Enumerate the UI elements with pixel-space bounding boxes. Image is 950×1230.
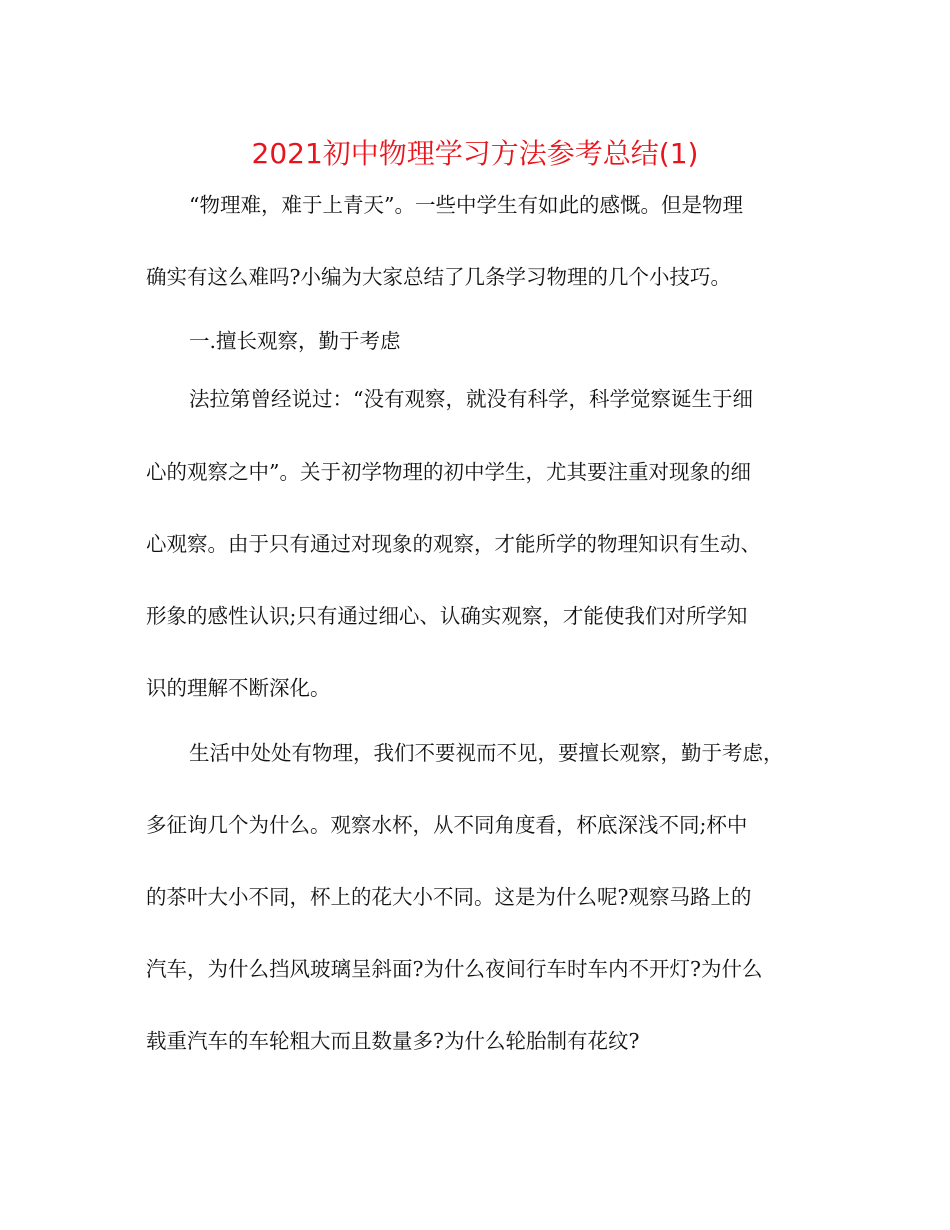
document-title: 2021初中物理学习方法参考总结(1): [251, 137, 699, 170]
paragraph-line-1: “物理难，难于上青天”。一些中学生有如此的感慨。但是物理: [189, 193, 743, 217]
paragraph-line-4: 法拉第曾经说过：“没有观察，就没有科学，科学觉察诞生于细: [189, 387, 753, 411]
paragraph-line-12: 汽车，为什么挡风玻璃呈斜面?为什么夜间行车时车内不开灯?为什么: [146, 957, 763, 981]
paragraph-line-7: 形象的感性认识;只有通过细心、认确实观察，才能使我们对所学知: [146, 604, 748, 628]
section-heading: 一.擅长观察，勤于考虑: [189, 329, 401, 353]
paragraph-line-10: 多征询几个为什么。观察水杯，从不同角度看，杯底深浅不同;杯中: [146, 813, 748, 837]
paragraph-line-8: 识的理解不断深化。: [146, 676, 331, 700]
paragraph-line-2: 确实有这么难吗?小编为大家总结了几条学习物理的几个小技巧。: [146, 265, 731, 289]
paragraph-line-5: 心的观察之中”。关于初学物理的初中学生，尤其要注重对现象的细: [146, 460, 751, 484]
paragraph-line-6: 心观察。由于只有通过对现象的观察，才能所学的物理知识有生动、: [146, 532, 761, 556]
paragraph-line-11: 的茶叶大小不同，杯上的花大小不同。这是为什么呢?观察马路上的: [146, 885, 752, 909]
paragraph-line-13: 载重汽车的车轮粗大而且数量多?为什么轮胎制有花纹?: [146, 1029, 640, 1053]
paragraph-line-9: 生活中处处有物理，我们不要视而不见，要擅长观察，勤于考虑，: [189, 741, 784, 765]
